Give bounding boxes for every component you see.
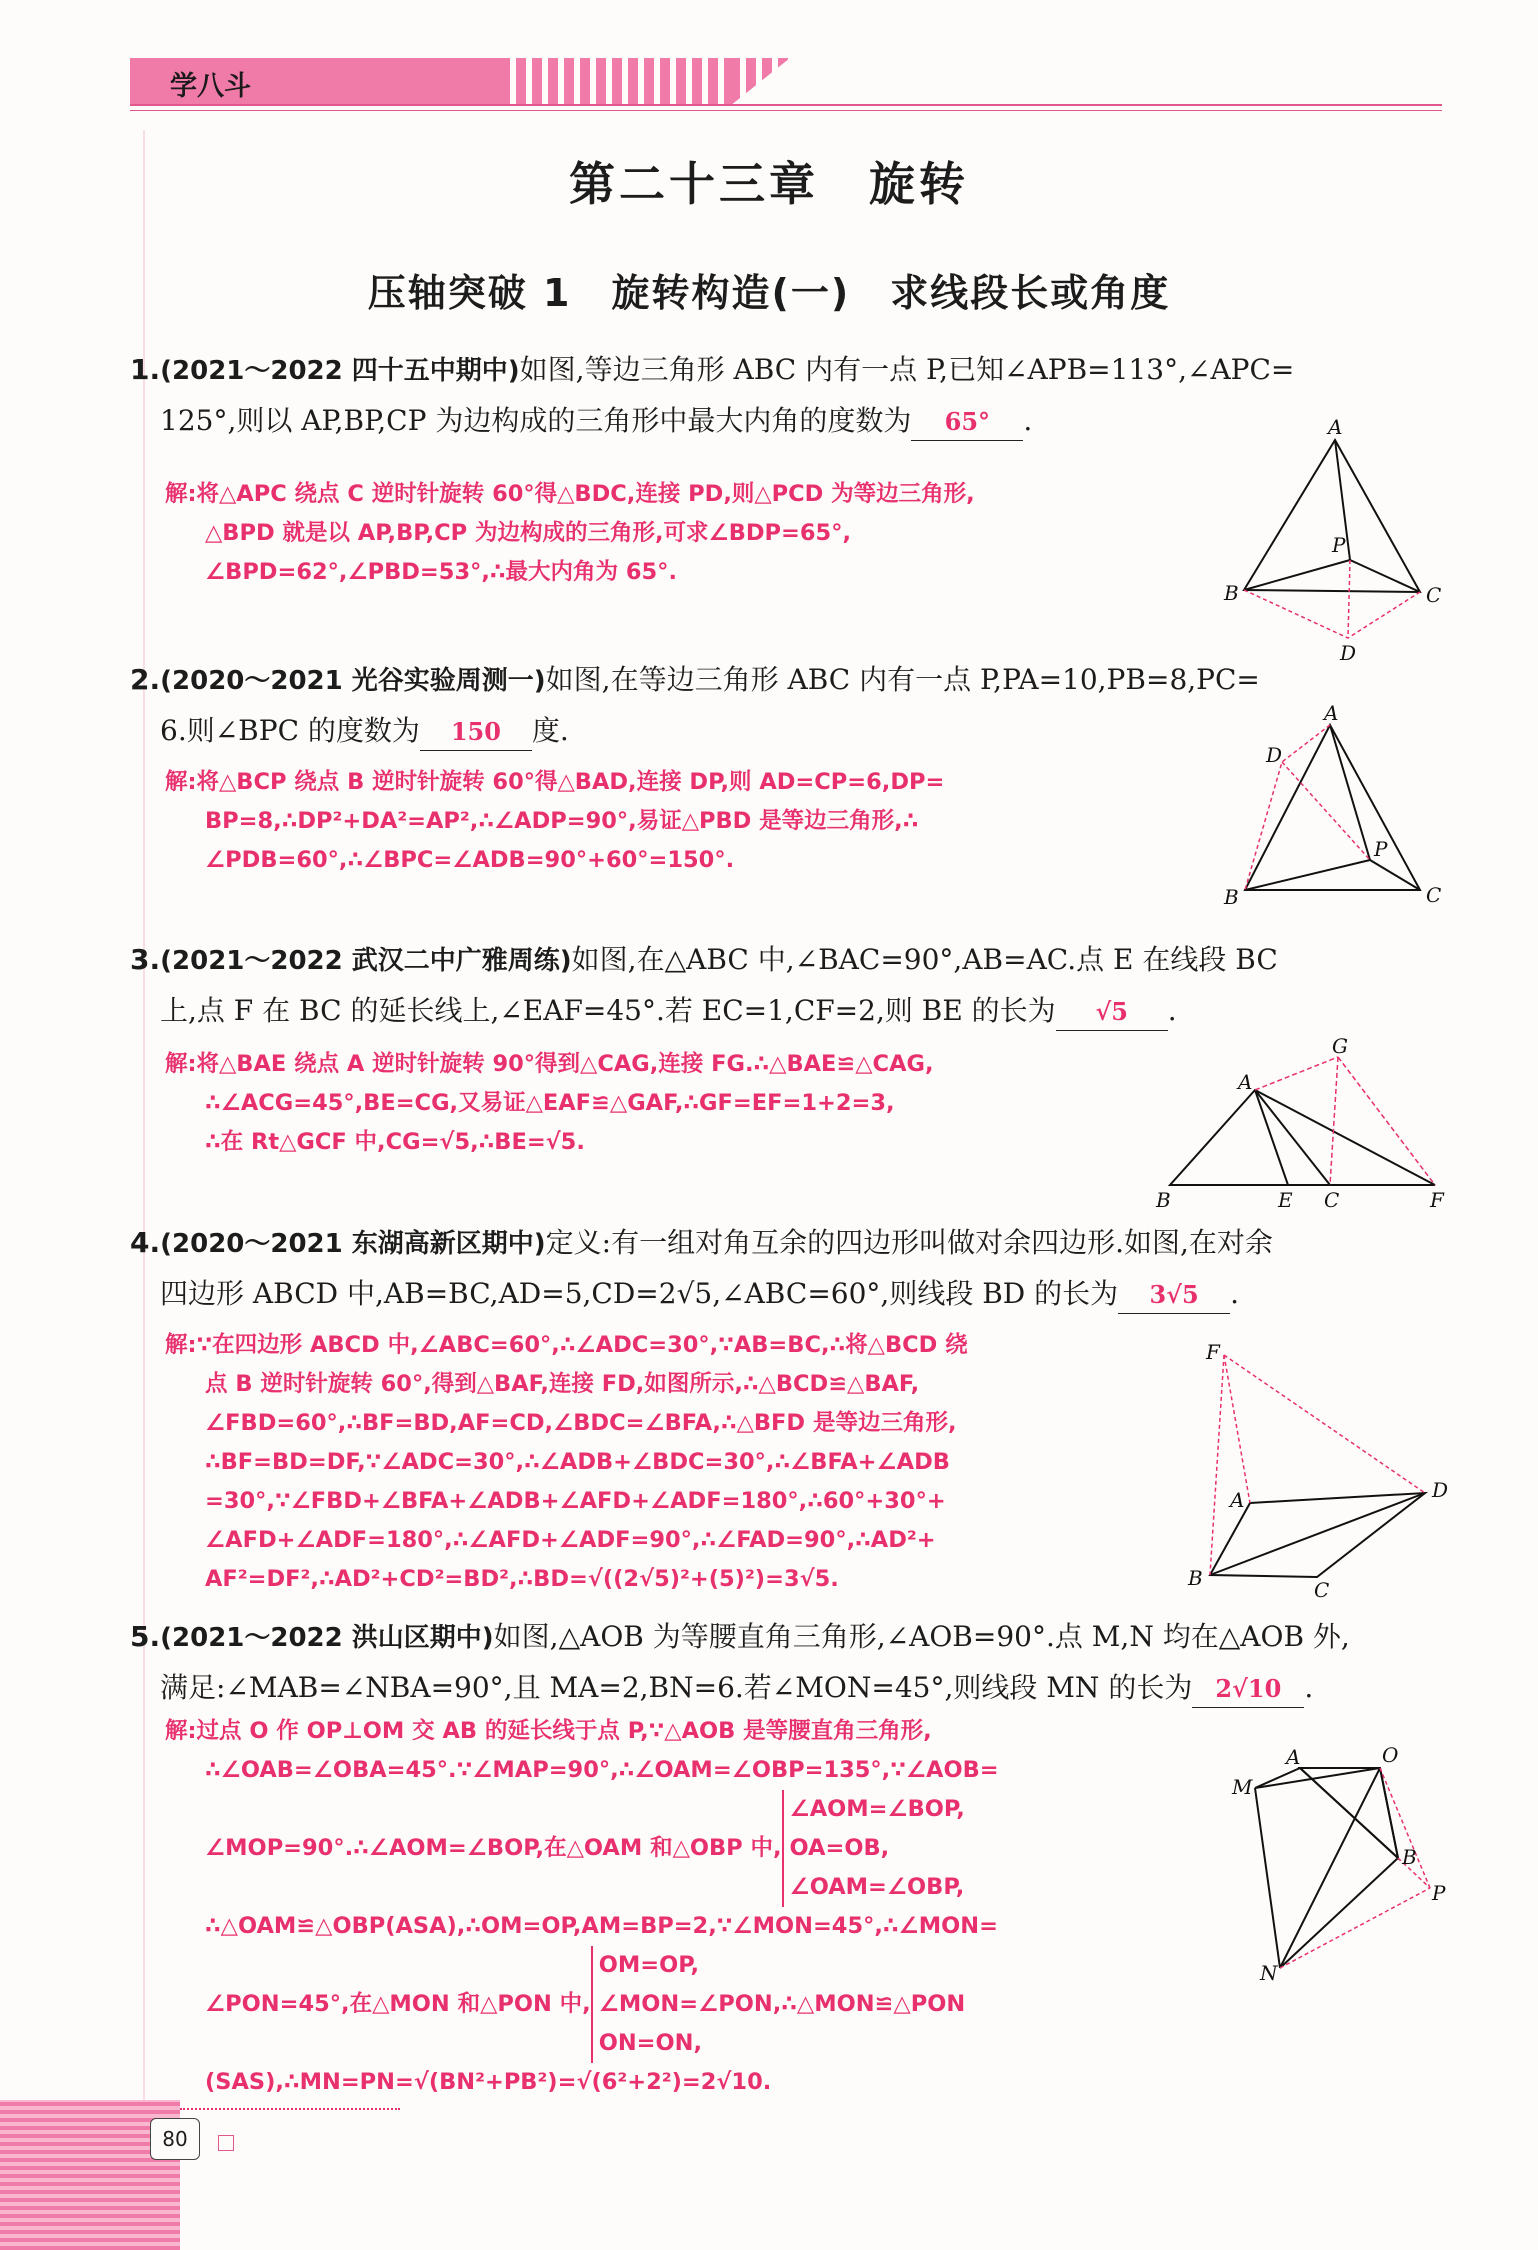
problem-source: (2021～2022 四十五中期中) <box>160 356 520 386</box>
figure-label: E <box>1278 1188 1293 1212</box>
page-number: 80 <box>150 2118 200 2160</box>
problem-number: 5. <box>130 1620 161 1653</box>
figure-label: M <box>1232 1775 1253 1799</box>
problem-text-line: 如图,在等边三角形 ABC 内有一点 P,PA=10,PB=8,PC= <box>545 663 1260 696</box>
problem-tail: . <box>1023 404 1033 437</box>
footer-square-icon <box>218 2135 234 2151</box>
solution-line: ∠AFD+∠ADF=180°,∴∠AFD+∠ADF=90°,∴∠FAD=90°,∴AD²+ <box>205 1527 936 1553</box>
figure-label: D <box>1266 743 1283 767</box>
solution-line: BP=8,∴DP²+DA²=AP²,∴∠ADP=90°,易证△PBD 是等边三角形,∴ <box>205 808 919 834</box>
figure-4 <box>1180 1335 1450 1600</box>
solution-line: ∴在 Rt△GCF 中,CG=√5,∴BE=√5. <box>205 1129 585 1155</box>
figure-label: A <box>1328 415 1343 439</box>
solution-line: ∠BPD=62°,∠PBD=53°,∴最大内角为 65°. <box>205 559 677 585</box>
problem-text-line: 如图,在△ABC 中,∠BAC=90°,AB=AC.点 E 在线段 BC <box>571 943 1278 976</box>
figure-label: C <box>1324 1188 1340 1212</box>
problem-text-line: 125°,则以 AP,BP,CP 为边构成的三角形中最大内角的度数为 <box>160 404 912 437</box>
problem-number: 4. <box>130 1226 161 1259</box>
brace-item: ∠MON=∠PON, <box>598 1991 782 2017</box>
brace-item: ON=ON, <box>598 2030 703 2056</box>
figure-label: F <box>1430 1188 1444 1212</box>
solution-line: 解:将△BAE 绕点 A 逆时针旋转 90°得到△CAG,连接 FG.∴△BAE≌△CAG, <box>165 1051 934 1077</box>
brace-item: ∠AOM=∠BOP, <box>789 1796 965 1822</box>
brace-item: ∠OAM=∠OBP, <box>789 1874 965 1900</box>
brand-label: 学八斗 <box>170 71 251 102</box>
solution-line: ∠PDB=60°,∴∠BPC=∠ADB=90°+60°=150°. <box>205 847 735 873</box>
figure-label: A <box>1286 1745 1301 1769</box>
figure-label: B <box>1156 1188 1171 1212</box>
solution-line: ∠FBD=60°,∴BF=BD,AF=CD,∠BDC=∠BFA,∴△BFD 是等边三角形, <box>205 1410 957 1436</box>
solution-line: (SAS),∴MN=PN=√(BN²+PB²)=√(6²+2²)=2√10. <box>205 2069 772 2095</box>
chapter-title: 第二十三章 旋转 <box>569 157 969 211</box>
figure-label: N <box>1260 1961 1278 1985</box>
figure-label: C <box>1426 883 1442 907</box>
solution-text: ∠PON=45°,在△MON 和△PON 中, <box>205 1991 591 2017</box>
solution-line: ∴∠OAB=∠OBA=45°.∵∠MAP=90°,∴∠OAM=∠OBP=135°,∵∠AOB= <box>205 1757 999 1783</box>
answer-blank: 150 <box>420 714 532 751</box>
problem-text-line: 定义:有一组对角互余的四边形叫做对余四边形.如图,在对余 <box>545 1226 1273 1259</box>
figure-2 <box>1220 701 1460 910</box>
problem-text-line: 四边形 ABCD 中,AB=BC,AD=5,CD=2√5,∠ABC=60°,则线段 BD 的长为 <box>160 1277 1119 1310</box>
solution-line: ∴BF=BD=DF,∵∠ADC=30°,∴∠ADB+∠BDC=30°,∴∠BFA+∠ADB <box>205 1449 950 1475</box>
condition-brace <box>591 1946 782 2063</box>
figure-1 <box>1220 415 1460 665</box>
solution-line: 解:将△APC 绕点 C 逆时针旋转 60°得△BDC,连接 PD,则△PCD 为等边三角形, <box>165 481 975 507</box>
solution-3 <box>165 1045 934 1162</box>
problem-3 <box>130 935 1440 1036</box>
section-title: 压轴突破 1 旋转构造(一) 求线段长或角度 <box>367 271 1171 315</box>
figure-label: B <box>1224 581 1239 605</box>
figure-label: G <box>1332 1034 1348 1058</box>
solution-1 <box>165 475 975 592</box>
solution-line: ∴△OAM≌△OBP(ASA),∴OM=OP,AM=BP=2,∵∠MON=45°,∴∠MON= <box>205 1913 998 1939</box>
brace-item: OA=OB, <box>789 1835 890 1861</box>
problem-tail: . <box>1167 994 1177 1027</box>
figure-label: P <box>1432 1881 1446 1905</box>
problem-text-line: 6.则∠BPC 的度数为 <box>160 714 420 747</box>
solution-line: ∴∠ACG=45°,BE=CG,又易证△EAF≌△GAF,∴GF=EF=1+2=3, <box>205 1090 895 1116</box>
solution-line: AF²=DF²,∴AD²+CD²=BD²,∴BD=√((2√5)²+(5)²)=3√5. <box>205 1566 839 1592</box>
solution-line: 解:将△BCP 绕点 B 逆时针旋转 60°得△BAD,连接 DP,则 AD=CP=6,DP= <box>165 769 945 795</box>
solution-line: 解:∵在四边形 ABCD 中,∠ABC=60°,∴∠ADC=30°,∵AB=BC,∴将△BCD 绕 <box>165 1332 968 1358</box>
solution-5 <box>165 1712 999 2102</box>
problem-source: (2021～2022 洪山区期中) <box>160 1623 494 1653</box>
header-stripe-tail <box>730 58 1442 106</box>
solution-line: =30°,∵∠FBD+∠BFA+∠ADB+∠AFD+∠ADF=180°,∴60°+30°+ <box>205 1488 946 1514</box>
problem-number: 3. <box>130 943 161 976</box>
figure-label: A <box>1238 1070 1253 1094</box>
solution-line-with-brace <box>165 1946 999 2063</box>
problem-text-line: 如图,等边三角形 ABC 内有一点 P,已知∠APB=113°,∠APC= <box>519 353 1295 386</box>
problem-tail: . <box>1230 1277 1240 1310</box>
solution-text: ∠MOP=90°.∴∠AOM=∠BOP,在△OAM 和△OBP 中, <box>205 1835 782 1861</box>
condition-brace <box>782 1790 965 1907</box>
figure-label: F <box>1206 1340 1220 1364</box>
brace-item: OM=OP, <box>598 1952 700 1978</box>
problem-number: 1. <box>130 353 161 386</box>
problem-source: (2021～2022 武汉二中广雅周练) <box>160 946 572 976</box>
problem-tail: 度. <box>531 714 569 747</box>
figure-label: A <box>1230 1488 1245 1512</box>
figure-label: C <box>1426 583 1442 607</box>
header-rule-thin <box>130 110 1442 111</box>
answer-blank: 2√10 <box>1192 1671 1304 1708</box>
problem-tail: . <box>1304 1671 1314 1704</box>
figure-label: D <box>1432 1478 1449 1502</box>
problem-text-line: 如图,△AOB 为等腰直角三角形,∠AOB=90°.点 M,N 均在△AOB 外, <box>493 1620 1350 1653</box>
solution-line: 解:过点 O 作 OP⊥OM 交 AB 的延长线于点 P,∵△AOB 是等腰直角三角形, <box>165 1718 932 1744</box>
figure-label: O <box>1382 1743 1399 1767</box>
solution-4 <box>165 1326 968 1599</box>
solution-line-with-brace <box>165 1790 999 1907</box>
header-rule <box>130 104 1442 106</box>
problem-source: (2020～2021 东湖高新区期中) <box>160 1229 546 1259</box>
header-stripes <box>500 58 730 106</box>
problem-source: (2020～2021 光谷实验周测一) <box>160 666 546 696</box>
answer-blank: 65° <box>911 404 1023 441</box>
figure-label: A <box>1324 701 1339 725</box>
problem-5 <box>130 1612 1440 1713</box>
figure-5 <box>1220 1740 1460 1990</box>
solution-2 <box>165 763 944 880</box>
solution-line: △BPD 就是以 AP,BP,CP 为边构成的三角形,可求∠BDP=65°, <box>205 520 851 546</box>
solution-line: 点 B 逆时针旋转 60°,得到△BAF,连接 FD,如图所示,∴△BCD≌△BAF, <box>205 1371 920 1397</box>
figure-label: B <box>1188 1566 1203 1590</box>
problem-number: 2. <box>130 663 161 696</box>
problem-4 <box>130 1218 1440 1319</box>
answer-blank: 3√5 <box>1118 1277 1230 1314</box>
figure-label: P <box>1332 533 1346 557</box>
problem-text-line: 满足:∠MAB=∠NBA=90°,且 MA=2,BN=6.若∠MON=45°,则线段 MN 的长为 <box>160 1671 1193 1704</box>
figure-label: P <box>1374 837 1388 861</box>
footer-dotted-rule <box>180 2108 400 2110</box>
figure-label: B <box>1402 1845 1417 1869</box>
answer-blank: √5 <box>1056 994 1168 1031</box>
brace-tail: ∴△MON≌△PON <box>781 1991 966 2017</box>
figure-3 <box>1150 1035 1450 1210</box>
figure-label: C <box>1314 1578 1330 1602</box>
problem-text-line: 上,点 F 在 BC 的延长线上,∠EAF=45°.若 EC=1,CF=2,则 BE 的长为 <box>160 994 1056 1027</box>
figure-label: D <box>1340 641 1357 665</box>
figure-label: B <box>1224 885 1239 909</box>
